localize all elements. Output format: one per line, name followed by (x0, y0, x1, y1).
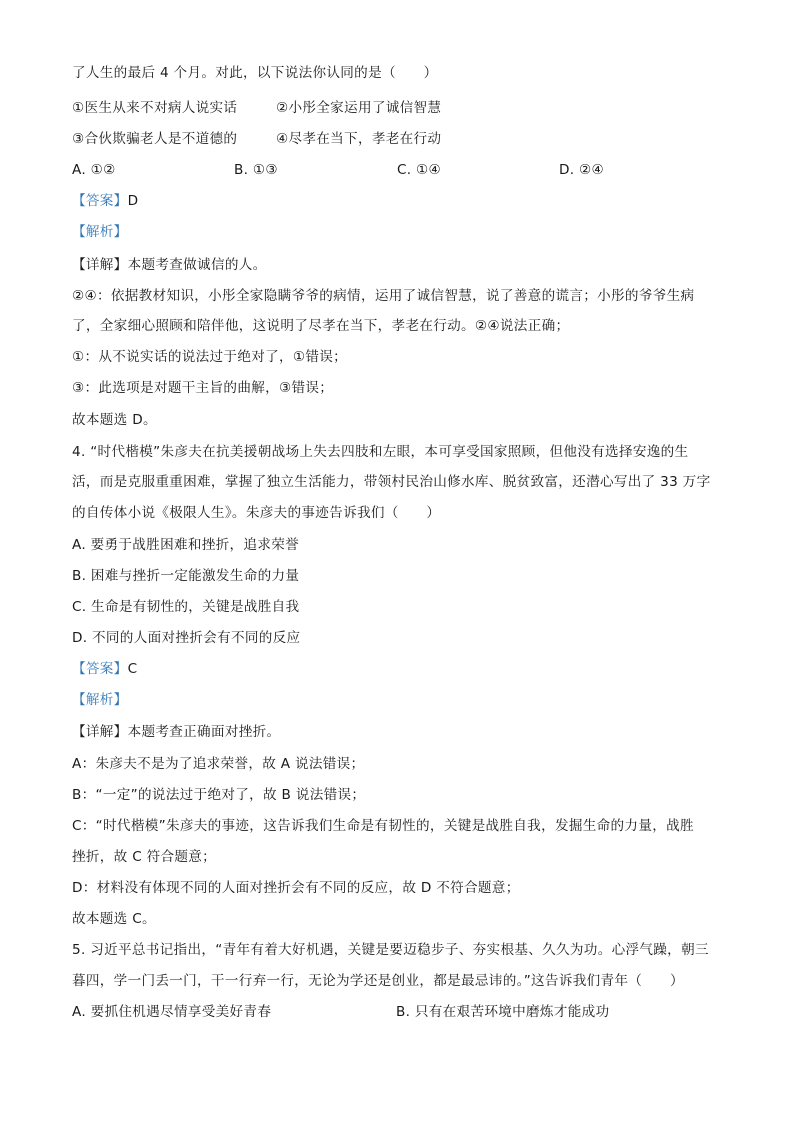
q3-choice-a: A. ①② (72, 162, 116, 178)
q4-explanation-line: 故本题选 C。 (72, 911, 156, 927)
q3-explanation-line: 了，全家细心照顾和陪伴他，这说明了尽孝在当下，孝老在行动。②④说法正确； (72, 318, 570, 334)
q4-explanation-line: C：“时代楷模”朱彦夫的事迹，这告诉我们生命是有韧性的，关键是战胜自我，发掘生命的力量，战胜 (72, 818, 694, 834)
detail-text: 本题考查正确面对挫折。 (127, 724, 281, 740)
q4-detail (72, 722, 722, 742)
q4-explanation-line: B：“一定”的说法过于绝对了，故 B 说法错误； (72, 787, 366, 803)
q4-answer (72, 659, 722, 679)
detail-tag: 【详解】 (72, 257, 128, 273)
q4-option-c: C. 生命是有韧性的，关键是战胜自我 (72, 599, 300, 615)
q3-statement-1: ①医生从来不对病人说实话 (72, 100, 238, 116)
answer-tag: 【答案】 (72, 193, 128, 209)
analysis-tag: 【解析】 (72, 224, 128, 240)
q5-stem-line: 暮四，学一门丢一门，干一行弃一行，无论为学还是创业，都是最忌讳的。”这告诉我们青年（ ） (72, 973, 684, 989)
q3-explanation-line: ③：此选项是对题干主旨的曲解，③错误； (72, 380, 334, 396)
q4-stem-line: 活，而是克服重重困难，掌握了独立生活能力，带领村民治山修水库、脱贫致富，还潜心写出了 33 万字 (72, 474, 711, 490)
q5-option-a: A. 要抓住机遇尽情享受美好青春 (72, 1004, 272, 1020)
q3-explanation-line: ②④：依据教材知识，小彤全家隐瞒爷爷的病情，运用了诚信智慧，说了善意的谎言；小彤的爷爷生病 (72, 288, 695, 304)
q4-explanation-line: A：朱彦夫不是为了追求荣誉，故 A 说法错误； (72, 756, 365, 772)
answer-value: C (127, 661, 138, 677)
answer-tag: 【答案】 (72, 661, 128, 677)
q3-statement-3: ③合伙欺骗老人是不道德的 (72, 131, 238, 147)
q3-choice-d: D. ②④ (559, 162, 604, 178)
detail-tag: 【详解】 (72, 724, 128, 740)
q3-statement-2: ②小彤全家运用了诚信智慧 (276, 100, 442, 116)
answer-value: D (127, 193, 139, 209)
q3-explanation-line: 故本题选 D。 (72, 412, 157, 428)
q4-analysis-heading (72, 690, 722, 710)
q4-stem-line: 的自传体小说《极限人生》。朱彦夫的事迹告诉我们（ ） (72, 505, 441, 521)
analysis-tag: 【解析】 (72, 692, 128, 708)
q3-detail (72, 255, 722, 275)
q3-analysis-heading (72, 222, 722, 242)
q3-statement-4: ④尽孝在当下，孝老在行动 (276, 131, 442, 147)
q3-explanation-line: ①：从不说实话的说法过于绝对了，①错误； (72, 349, 348, 365)
q4-option-b: B. 困难与挫折一定能激发生命的力量 (72, 568, 300, 584)
q4-explanation-line: D：材料没有体现不同的人面对挫折会有不同的反应，故 D 不符合题意； (72, 880, 520, 896)
q4-option-a: A. 要勇于战胜困难和挫折，追求荣誉 (72, 537, 300, 553)
q4-explanation-line: 挫折，故 C 符合题意； (72, 849, 217, 865)
q4-option-d: D. 不同的人面对挫折会有不同的反应 (72, 630, 301, 646)
q4-stem-line: 4. “时代楷模”朱彦夫在抗美援朝战场上失去四肢和左眼，本可享受国家照顾，但他没有选择安逸的生 (72, 444, 689, 460)
q3-choice-c: C. ①④ (397, 162, 442, 178)
q3-choice-b: B. ①③ (234, 162, 278, 178)
q3-answer (72, 191, 722, 211)
q5-stem-line: 5. 习近平总书记指出，“青年有着大好机遇，关键是要迈稳步子、夯实根基、久久为功。心浮气躁，朝三 (72, 942, 709, 958)
q5-option-b: B. 只有在艰苦环境中磨炼才能成功 (396, 1004, 610, 1020)
detail-text: 本题考查做诚信的人。 (127, 257, 267, 273)
q3-stem-tail: 了人生的最后 4 个月。对此，以下说法你认同的是（ ） (72, 65, 438, 81)
